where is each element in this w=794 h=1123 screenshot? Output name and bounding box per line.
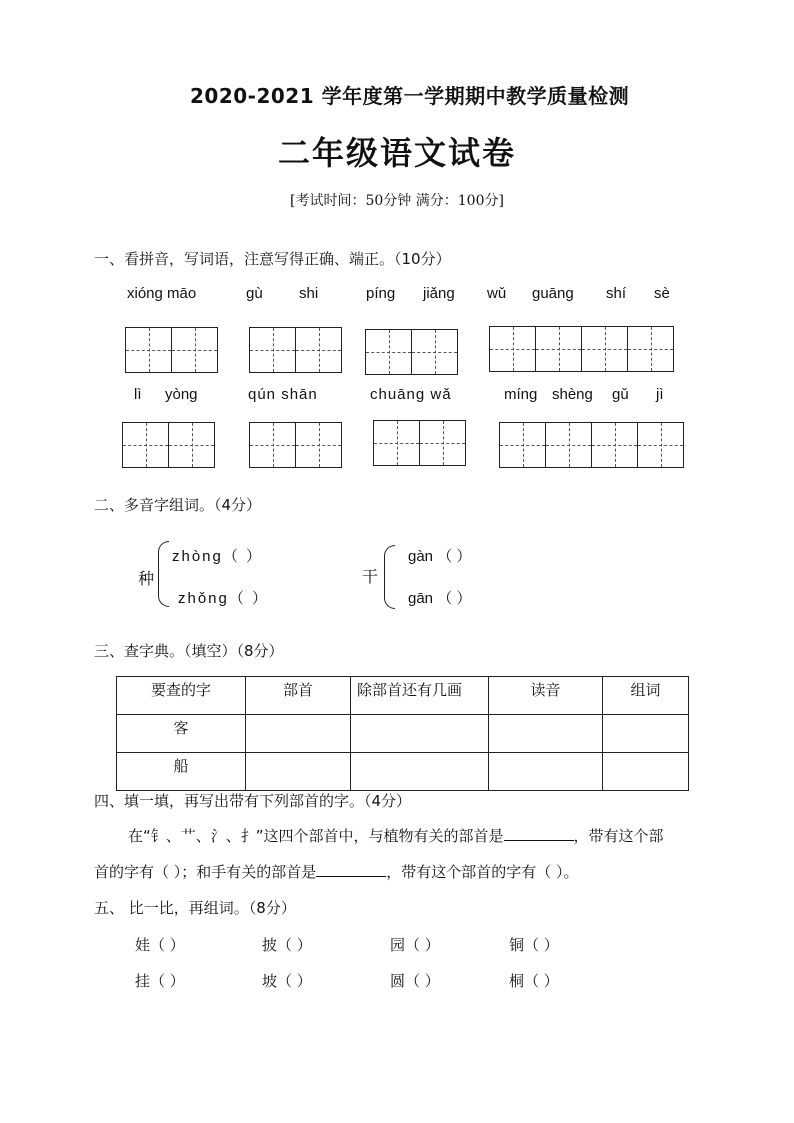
writing-cell[interactable] xyxy=(365,329,412,375)
section2-heading: 二、多音字组词。（4分） xyxy=(94,496,262,514)
column-header: 读音 xyxy=(489,677,603,715)
fill-line xyxy=(128,825,664,846)
writing-cell[interactable] xyxy=(637,422,684,468)
compare-item[interactable]: 桐（ ） xyxy=(509,972,559,990)
pinyin: píng xyxy=(366,285,396,302)
brace-icon xyxy=(158,541,169,607)
writing-grid[interactable] xyxy=(489,326,673,372)
column-header: 部首 xyxy=(246,677,351,715)
writing-cell[interactable] xyxy=(168,422,215,468)
column-header: 除部首还有几画 xyxy=(351,677,489,715)
table-row xyxy=(117,715,689,753)
dictionary-table xyxy=(116,676,689,791)
brace-icon xyxy=(384,545,395,609)
writing-cell[interactable] xyxy=(125,327,172,373)
answer-blank[interactable] xyxy=(504,826,574,841)
writing-cell[interactable] xyxy=(545,422,592,468)
table-header-row xyxy=(117,677,689,715)
answer-cell[interactable] xyxy=(351,715,489,753)
pinyin: gǔ xyxy=(612,386,629,403)
pinyin: yòng xyxy=(165,386,198,403)
polyphone-char: 种 xyxy=(138,569,155,588)
writing-grid[interactable] xyxy=(249,422,341,468)
pinyin: shí xyxy=(606,285,627,302)
writing-cell[interactable] xyxy=(419,420,466,466)
compare-item[interactable]: 挂（ ） xyxy=(135,972,185,990)
writing-cell[interactable] xyxy=(581,326,628,372)
compare-item[interactable]: 圆（ ） xyxy=(390,972,440,990)
section4-heading: 四、填一填，再写出带有下列部首的字。（4分） xyxy=(94,792,412,810)
fill-line xyxy=(94,861,579,882)
pinyin: jì xyxy=(656,386,664,403)
pinyin: shi xyxy=(299,285,319,302)
fill-text: ，带有这个部 xyxy=(573,827,664,845)
compare-item[interactable]: 铜（ ） xyxy=(509,936,559,954)
writing-grid[interactable] xyxy=(499,422,683,468)
writing-cell[interactable] xyxy=(535,326,582,372)
answer-cell[interactable] xyxy=(489,753,603,791)
table-cell: 客 xyxy=(117,715,246,753)
writing-grid[interactable] xyxy=(365,329,457,375)
writing-cell[interactable] xyxy=(499,422,546,468)
polyphone-reading[interactable]: zhòng（ ） xyxy=(172,548,264,565)
answer-cell[interactable] xyxy=(489,715,603,753)
fill-text: ，带有这个部首的字有（ ）。 xyxy=(386,863,579,881)
polyphone-char: 干 xyxy=(362,567,379,586)
fill-text: 在“钅、艹、氵、扌”这四个部首中，与植物有关的部首是 xyxy=(128,827,504,845)
compare-item[interactable]: 娃（ ） xyxy=(135,936,185,954)
fill-text: 首的字有（ ）；和手有关的部首是 xyxy=(94,863,317,881)
writing-cell[interactable] xyxy=(489,326,536,372)
pinyin: gù xyxy=(246,285,263,302)
answer-blank[interactable] xyxy=(316,862,386,877)
writing-cell[interactable] xyxy=(171,327,218,373)
exam-title: 二年级语文试卷 xyxy=(277,134,516,172)
writing-cell[interactable] xyxy=(295,422,342,468)
pinyin: sè xyxy=(654,285,670,302)
answer-cell[interactable] xyxy=(603,715,689,753)
pinyin: shèng xyxy=(552,386,593,403)
writing-cell[interactable] xyxy=(122,422,169,468)
writing-cell[interactable] xyxy=(295,327,342,373)
writing-cell[interactable] xyxy=(249,327,296,373)
column-header: 组词 xyxy=(603,677,689,715)
answer-cell[interactable] xyxy=(603,753,689,791)
writing-grid[interactable] xyxy=(125,327,217,373)
writing-grid[interactable] xyxy=(249,327,341,373)
pinyin: wǔ xyxy=(487,285,507,302)
pinyin: xióng māo xyxy=(127,285,197,302)
section1-heading: 一、看拼音，写词语，注意写得正确、端正。（10分） xyxy=(94,250,451,268)
writing-cell[interactable] xyxy=(373,420,420,466)
writing-grid[interactable] xyxy=(373,420,465,466)
compare-item[interactable]: 坡（ ） xyxy=(262,972,312,990)
polyphone-reading[interactable]: zhǒng（ ） xyxy=(178,590,270,607)
writing-grid[interactable] xyxy=(122,422,214,468)
column-header: 要查的字 xyxy=(117,677,246,715)
answer-cell[interactable] xyxy=(246,715,351,753)
answer-cell[interactable] xyxy=(351,753,489,791)
writing-cell[interactable] xyxy=(591,422,638,468)
section3-heading: 三、查字典。（填空）（8分） xyxy=(94,642,284,660)
table-row xyxy=(117,753,689,791)
pinyin: míng xyxy=(504,386,538,403)
section5-heading: 五、 比一比，再组词。（8分） xyxy=(94,899,296,917)
compare-item[interactable]: 园（ ） xyxy=(390,936,440,954)
polyphone-reading[interactable]: gān （ ） xyxy=(408,590,472,607)
answer-cell[interactable] xyxy=(246,753,351,791)
exam-info: [考试时间：50分钟 满分：100分] xyxy=(290,193,504,209)
polyphone-reading[interactable]: gàn （ ） xyxy=(408,548,472,565)
table-cell: 船 xyxy=(117,753,246,791)
pinyin: qún shān xyxy=(248,386,318,403)
writing-cell[interactable] xyxy=(249,422,296,468)
compare-item[interactable]: 披（ ） xyxy=(262,936,312,954)
exam-header-line: 2020-2021 学年度第一学期期中教学质量检测 xyxy=(190,84,630,108)
pinyin: chuāng wǎ xyxy=(370,386,452,403)
pinyin: guāng xyxy=(532,285,574,302)
pinyin: lì xyxy=(134,386,142,403)
writing-cell[interactable] xyxy=(411,329,458,375)
pinyin: jiǎng xyxy=(423,285,455,302)
writing-cell[interactable] xyxy=(627,326,674,372)
